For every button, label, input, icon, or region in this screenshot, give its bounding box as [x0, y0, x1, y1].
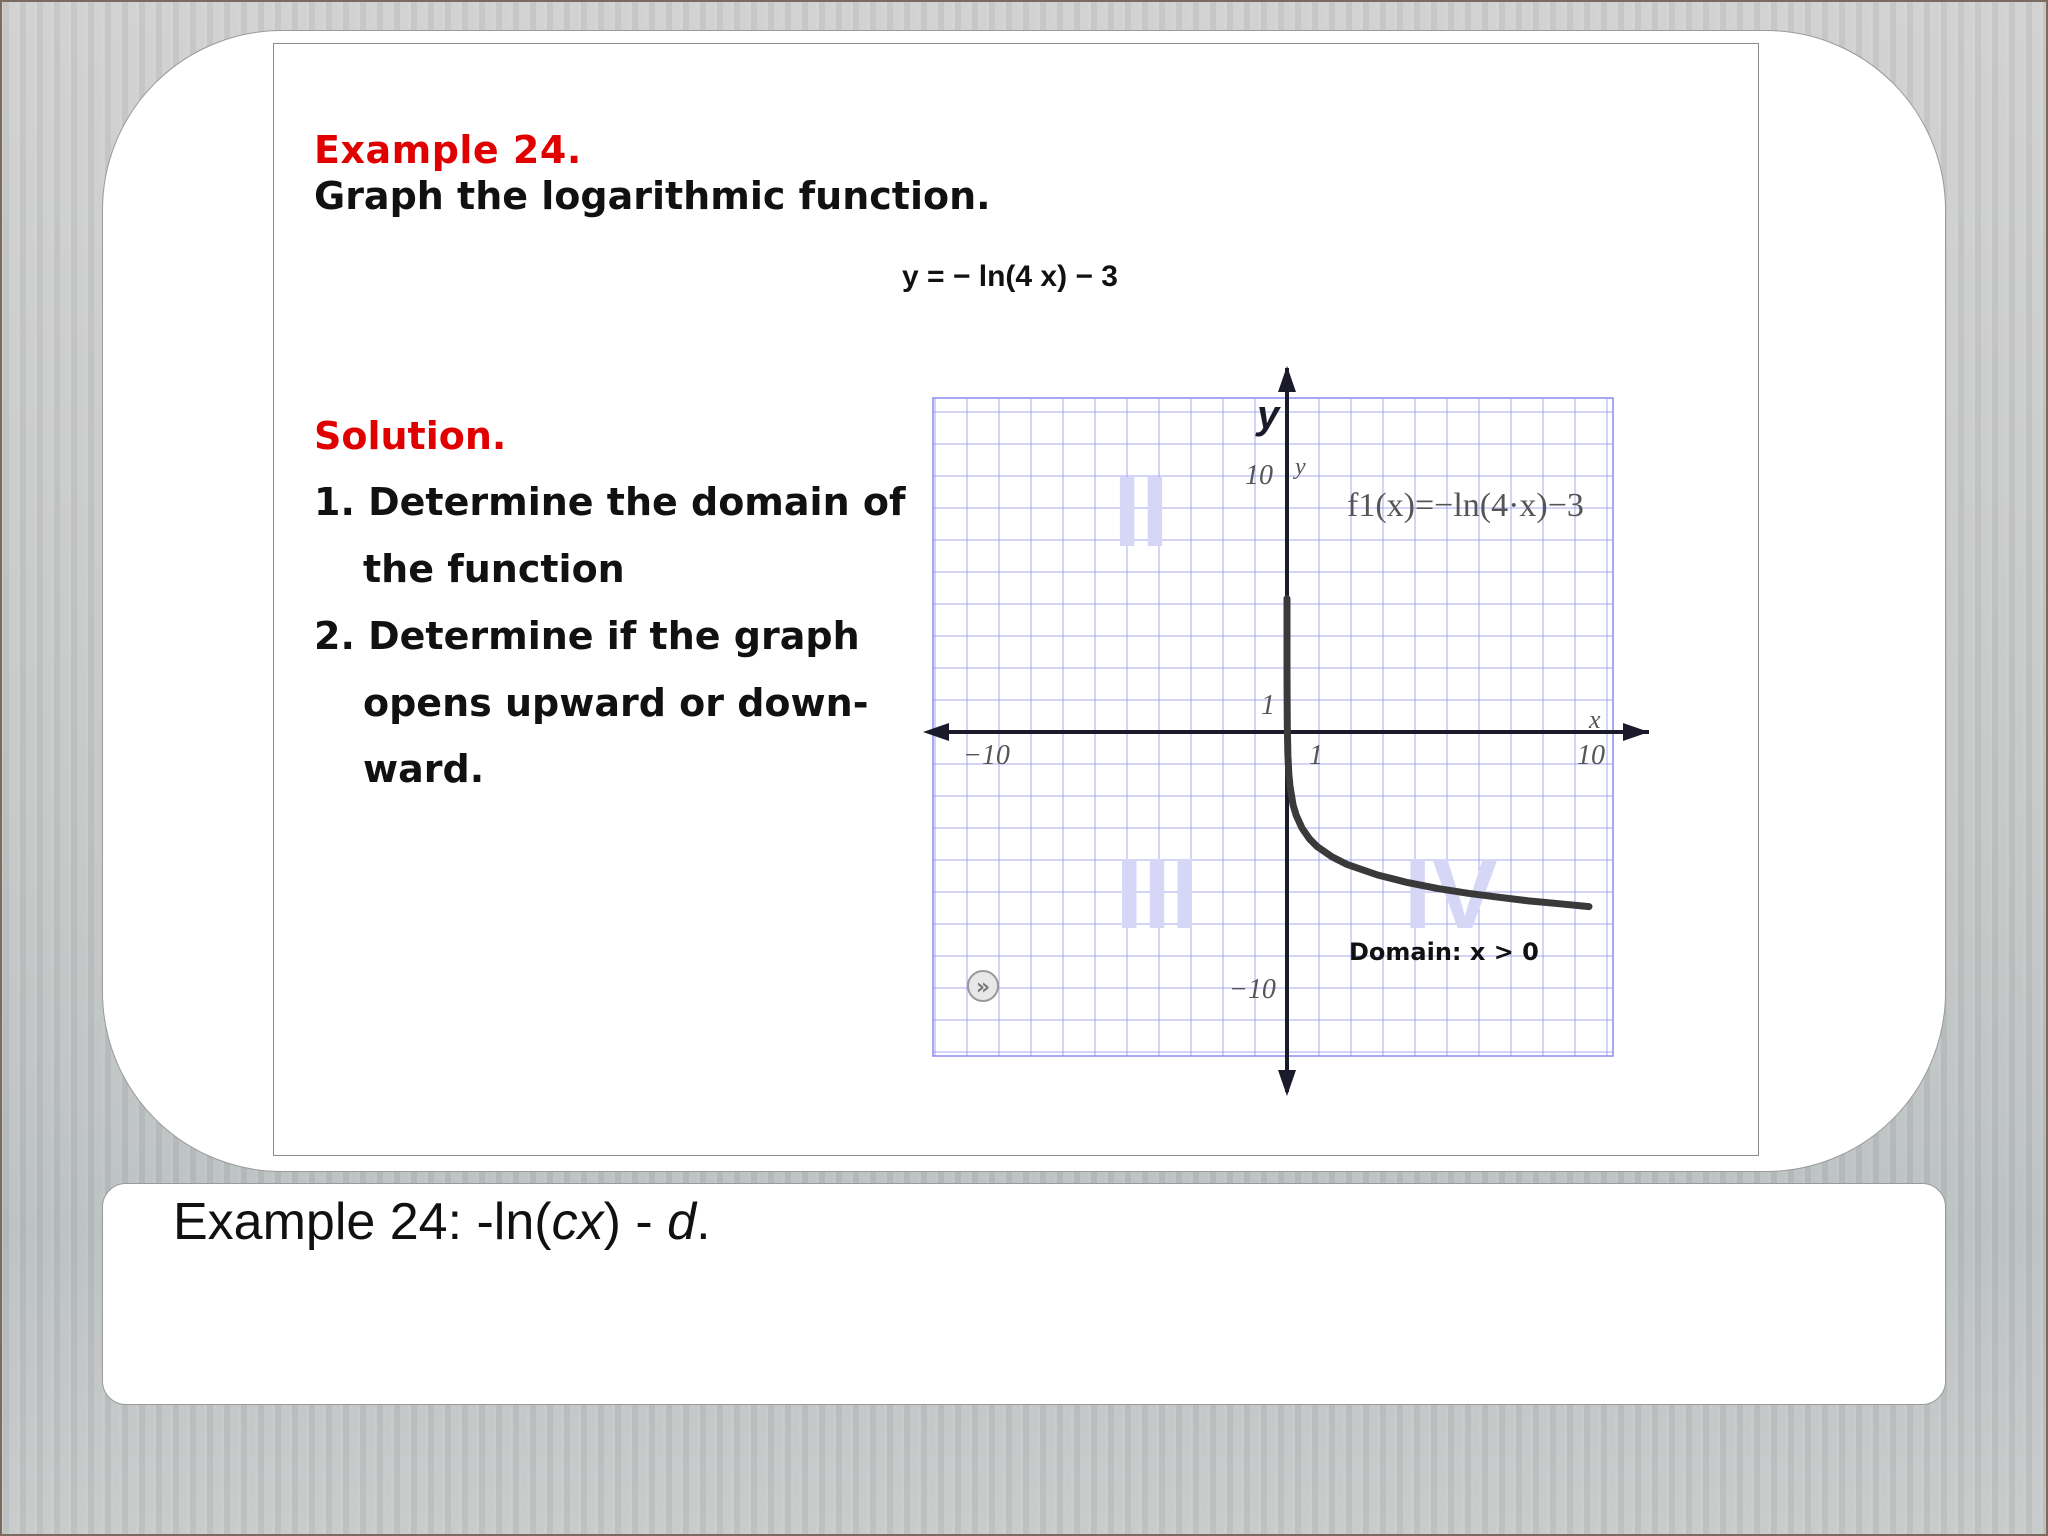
- solution-label: Solution.: [314, 414, 507, 458]
- quadrant-label-ii: II: [1113, 456, 1169, 568]
- step-1-line-2: the function: [363, 547, 625, 591]
- nav-next-button[interactable]: [968, 971, 998, 1001]
- caption-prefix: Example 24: -ln(: [173, 1193, 552, 1251]
- caption-mid: ) -: [603, 1193, 668, 1251]
- step-2-line-3: ward.: [363, 747, 485, 791]
- y-axis-arrow-down: [1278, 1070, 1296, 1096]
- step-2-line-1: 2. Determine if the graph: [314, 614, 860, 658]
- example-title: Example 24.: [314, 128, 582, 172]
- equation: y = − ln(4 x) − 3: [902, 260, 1118, 293]
- x-tick-10: 10: [1577, 740, 1605, 771]
- caption-var-cx: cx: [551, 1193, 604, 1251]
- y-axis-small-label: y: [1295, 454, 1306, 480]
- y-tick-1: 1: [1261, 690, 1275, 721]
- x-tick-1: 1: [1309, 740, 1323, 771]
- quadrant-label-iv: IV: [1403, 838, 1499, 950]
- x-axis-arrow-left: [923, 723, 949, 741]
- y-axis-label: y: [1257, 393, 1280, 437]
- y-tick-10: 10: [1245, 460, 1273, 491]
- quadrant-label-iii: III: [1115, 838, 1199, 950]
- caption-card: [102, 1183, 1946, 1405]
- caption-suffix: .: [696, 1193, 711, 1251]
- caption-var-d: d: [667, 1193, 697, 1251]
- x-axis-small-label: x: [1589, 705, 1601, 734]
- step-1-line-1: 1. Determine the domain of: [314, 480, 906, 524]
- quadrant-labels: [1113, 456, 1498, 950]
- y-tick-minus-10: −10: [1229, 974, 1276, 1005]
- x-tick-minus-10: −10: [963, 740, 1010, 771]
- x-axis-arrow-right: [1623, 723, 1649, 741]
- function-label: f1(x)=−ln(4·x)−3: [1347, 487, 1584, 524]
- function-graph: [915, 360, 1655, 1100]
- chevron-right-icon[interactable]: »: [975, 975, 991, 1000]
- caption: [173, 1192, 711, 1252]
- y-axis-arrow-up: [1278, 366, 1296, 392]
- example-subtitle: Graph the logarithmic function.: [314, 174, 991, 218]
- domain-note: Domain: x > 0: [1349, 938, 1539, 966]
- step-2-line-2: opens upward or down-: [363, 681, 869, 725]
